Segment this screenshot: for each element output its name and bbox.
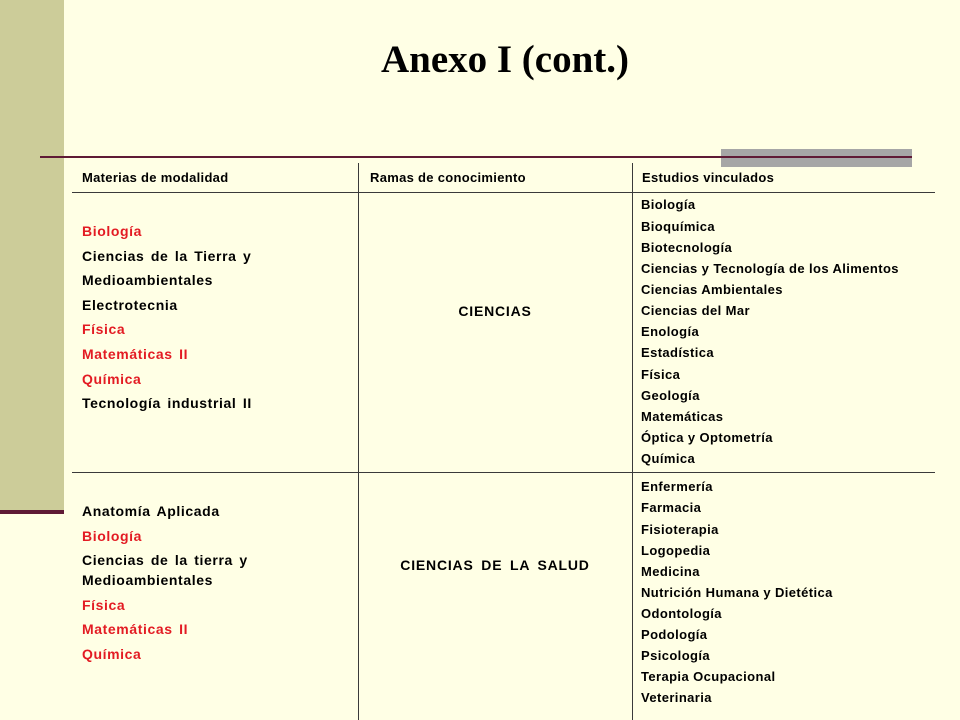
estudio-item: Estadística	[641, 345, 715, 361]
materia-item: Medioambientales	[82, 272, 213, 289]
slide-title: Anexo I (cont.)	[380, 38, 630, 81]
estudio-item: Ciencias del Mar	[641, 303, 750, 319]
estudio-item: Física	[641, 366, 681, 382]
estudio-item: Podología	[641, 627, 708, 643]
left-sidebar-band	[0, 0, 64, 510]
materia-item: Biología	[82, 223, 143, 239]
rama-ciencias: CIENCIAS	[458, 303, 532, 319]
estudio-item: Biotecnología	[641, 239, 733, 255]
header-ramas-de-conocimiento: Ramas de conocimiento	[370, 170, 526, 185]
estudio-item: Nutrición Humana y Dietética	[641, 584, 833, 600]
materia-item: Física	[82, 596, 126, 613]
sidebar-rule	[0, 510, 64, 514]
materia-item: Anatomía Aplicada	[82, 503, 220, 519]
materia-item: Matemáticas II	[82, 621, 189, 638]
materia-item: Química	[82, 370, 142, 387]
estudio-item: Bioquímica	[641, 218, 716, 234]
header-estudios-vinculados: Estudios vinculados	[642, 170, 775, 185]
materia-item: Ciencias de la tierra y Medioambientales	[82, 552, 248, 589]
materia-item: Ciencias de la Tierra y	[82, 247, 252, 264]
materia-item: Electrotecnia	[82, 296, 178, 313]
estudio-item: Odontología	[641, 605, 722, 621]
estudio-item: Biología	[641, 197, 696, 213]
rama-ciencias-de-la-salud: CIENCIAS DE LA SALUD	[400, 557, 590, 573]
estudio-item: Enología	[641, 324, 700, 340]
column-divider	[358, 163, 359, 720]
estudio-item: Química	[641, 451, 696, 467]
materia-item: Tecnología industrial II	[82, 395, 252, 412]
estudio-item: Veterinaria	[641, 690, 712, 706]
estudio-item: Ciencias y Tecnología de los Alimentos	[641, 260, 899, 276]
materias-list-ciencias	[82, 221, 350, 418]
estudio-item: Ciencias Ambientales	[641, 282, 783, 298]
estudio-item: Terapia Ocupacional	[641, 669, 776, 685]
studies-table	[72, 163, 935, 720]
estudios-list-ciencias-de-la-salud	[641, 476, 931, 708]
header-divider	[72, 192, 935, 193]
estudio-item: Enfermería	[641, 479, 713, 495]
estudio-item: Farmacia	[641, 500, 702, 516]
estudio-item: Matemáticas	[641, 408, 724, 424]
row-divider	[72, 472, 935, 473]
estudio-item: Medicina	[641, 563, 700, 579]
materia-item: Física	[82, 321, 126, 338]
header-materias-de-modalidad: Materias de modalidad	[82, 170, 229, 185]
column-divider	[632, 163, 633, 720]
estudio-item: Psicología	[641, 648, 711, 664]
materia-item: Matemáticas II	[82, 345, 189, 362]
estudio-item: Óptica y Optometría	[641, 430, 773, 446]
estudio-item: Geología	[641, 387, 700, 403]
materias-list-ciencias-de-la-salud	[82, 501, 350, 669]
estudio-item: Fisioterapia	[641, 521, 719, 537]
estudios-list-ciencias	[641, 194, 931, 469]
materia-item: Biología	[82, 527, 143, 544]
title-rule	[40, 156, 912, 158]
materia-item: Química	[82, 645, 142, 662]
estudio-item: Logopedia	[641, 542, 711, 558]
